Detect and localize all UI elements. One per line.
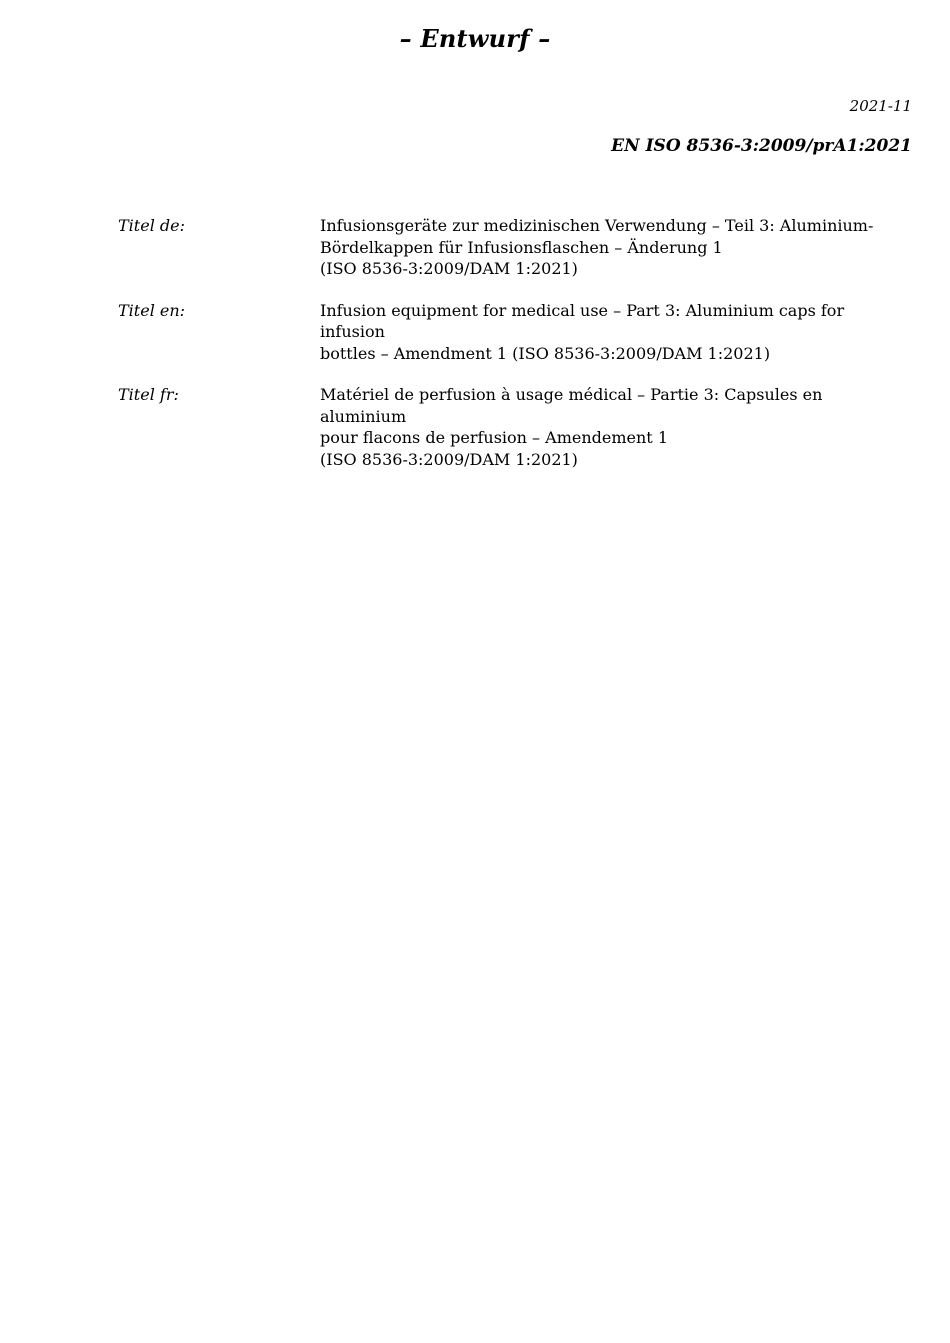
document-date: 2021-11 [849,97,912,115]
title-label-de: Titel de: [118,216,185,235]
title-line: Bördelkappen für Infusionsflaschen – Änderung 1 [320,237,723,257]
title-label-en: Titel en: [118,300,186,320]
title-line: Matériel de perfusion à usage médical – Partie 3: Capsules en aluminium [320,385,823,426]
draft-heading: – Entwurf – [399,24,551,53]
title-line: (ISO 8536-3:2009/DAM 1:2021) [320,259,578,278]
document-number: EN ISO 8536-3:2009/prA1:2021 [611,136,912,156]
title-label-fr: Titel fr: [118,385,179,404]
title-row-en [118,300,908,365]
titles-section [118,215,908,490]
title-line: Infusion equipment for medical use – Part 3: Aluminium caps for infusion [320,300,845,341]
title-line: pour flacons de perfusion – Amendement 1 [320,428,668,447]
title-text-en [320,300,908,365]
title-row-fr [118,384,908,470]
title-line: Infusionsgeräte zur medizinischen Verwendung – Teil 3: Aluminium- [320,216,874,235]
title-line: bottles – Amendment 1 (ISO 8536-3:2009/DAM 1:2021) [320,343,771,363]
title-line: (ISO 8536-3:2009/DAM 1:2021) [320,449,578,469]
title-text-de [320,215,908,280]
title-row-de [118,215,908,280]
title-text-fr [320,384,908,470]
